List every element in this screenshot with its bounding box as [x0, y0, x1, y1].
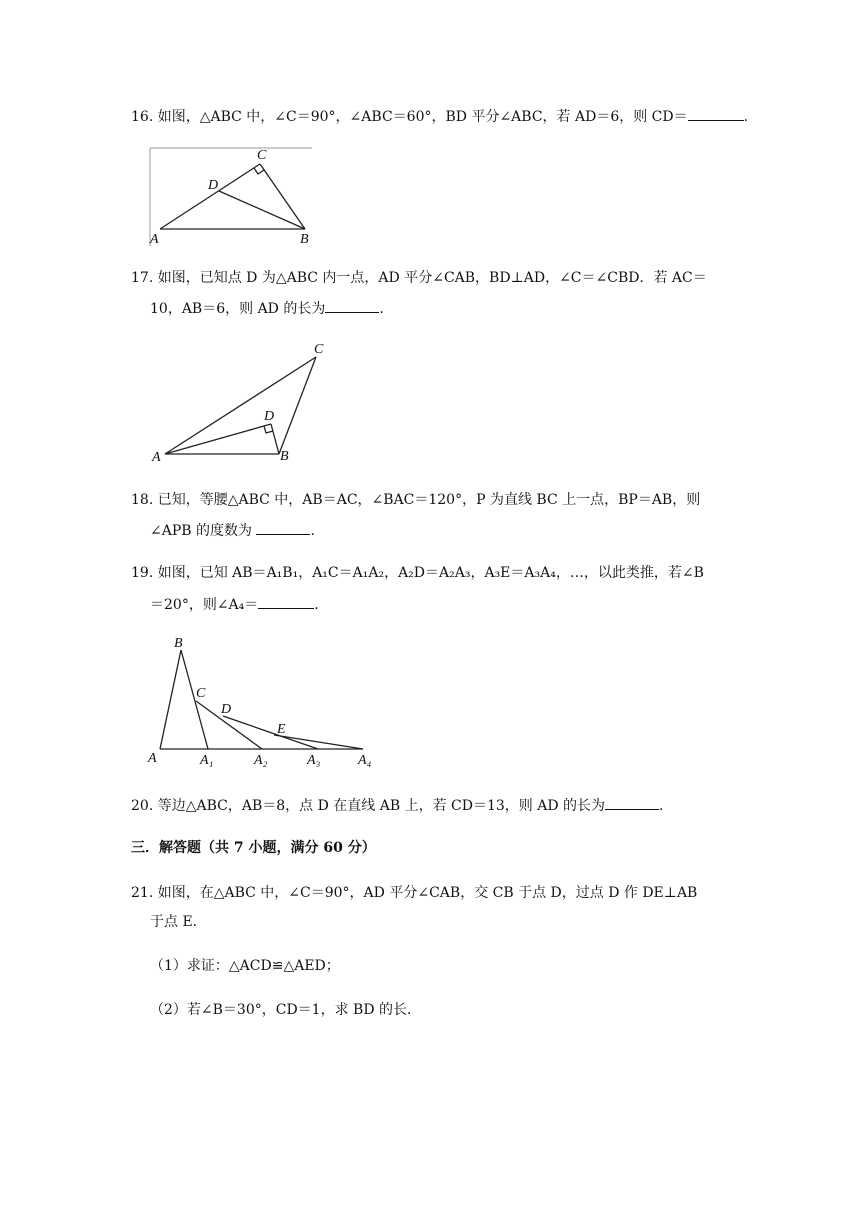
q21-stem-1: 如图，在△ABC 中，∠C＝90°，AD 平分∠CAB，交 CB 于点 D，过点 D 作 DE⊥AB: [157, 885, 698, 901]
q20-stem: 等边△ABC，AB＝8，点 D 在直线 AB 上，若 CD＝13，则 AD 的长为: [157, 798, 606, 814]
q16-label-d: D: [208, 178, 219, 193]
q20-text: [131, 795, 663, 816]
q18-stem-1: 已知，等腰△ABC 中，AB＝AC，∠BAC＝120°，P 为直线 BC 上一点，BP＝AB，则: [157, 492, 701, 508]
q20-answer-blank[interactable]: [605, 795, 659, 810]
q17-label-a: A: [152, 450, 161, 465]
q21-part-2: （2）若∠B＝30°，CD＝1，求 BD 的长．: [150, 1002, 421, 1018]
q17-label-c: C: [314, 342, 324, 357]
q17-label-d: D: [264, 409, 275, 424]
q16-number: 16.: [131, 109, 154, 125]
q19-label-b: B: [174, 636, 183, 651]
q16-end: .: [743, 109, 749, 125]
q19-segment-da3: [223, 716, 318, 749]
q16-label-a: A: [150, 232, 159, 247]
q19-label-a: A: [148, 751, 157, 766]
q19-stem-2: ＝20°，则∠A₄＝: [150, 597, 259, 613]
q19-end: .: [314, 597, 319, 613]
q19-stem-1: 如图，已知 AB＝A₁B₁，A₁C＝A₁A₂，A₂D＝A₂A₃，A₃E＝A₃A₄，…，以此类推，若∠B: [157, 565, 704, 581]
q19-label-a2: A₂: [254, 753, 268, 768]
q19-number: 19.: [131, 565, 154, 581]
section-3-heading: 三．解答题（共 7 小题，满分 60 分）: [131, 840, 376, 856]
q17-end: .: [379, 301, 384, 317]
q21-line2: [150, 912, 207, 932]
q19-segment-ab: [160, 650, 181, 749]
q17-number: 17.: [131, 270, 154, 286]
q21-number: 21.: [131, 885, 154, 901]
q17-label-b: B: [280, 449, 289, 464]
q19-label-a3: A₃: [307, 753, 321, 768]
q19-label-a4: A₄: [358, 753, 372, 768]
q19-label-c: C: [196, 686, 206, 701]
q17-stem-1: 如图，已知点 D 为△ABC 内一点，AD 平分∠CAB，BD⊥AD，∠C＝∠CBD．若 AC＝: [157, 270, 707, 286]
q17-stem-2: 10，AB＝6，则 AD 的长为: [150, 301, 326, 317]
q19-segment-ea4: [274, 735, 363, 749]
q19-label-a1: A₁: [200, 753, 214, 768]
q21-line1: [131, 883, 697, 903]
q20-number: 20.: [131, 798, 154, 814]
q16-label-b: B: [300, 232, 309, 247]
q21-part-1: （1）求证：△ACD≌△AED；: [150, 958, 340, 974]
q18-stem-2: ∠APB 的度数为: [150, 523, 252, 539]
q18-end: .: [310, 523, 315, 539]
q19-label-d: D: [221, 702, 232, 717]
q18-number: 18.: [131, 492, 154, 508]
q20-end: .: [659, 798, 664, 814]
q16-label-c: C: [257, 148, 267, 163]
q19-label-e: E: [277, 722, 286, 737]
q21-stem-2: 于点 E．: [150, 914, 207, 930]
q16-stem: 如图，△ABC 中，∠C＝90°，∠ABC＝60°，BD 平分∠ABC，若 AD＝6，则 CD＝: [157, 109, 688, 125]
